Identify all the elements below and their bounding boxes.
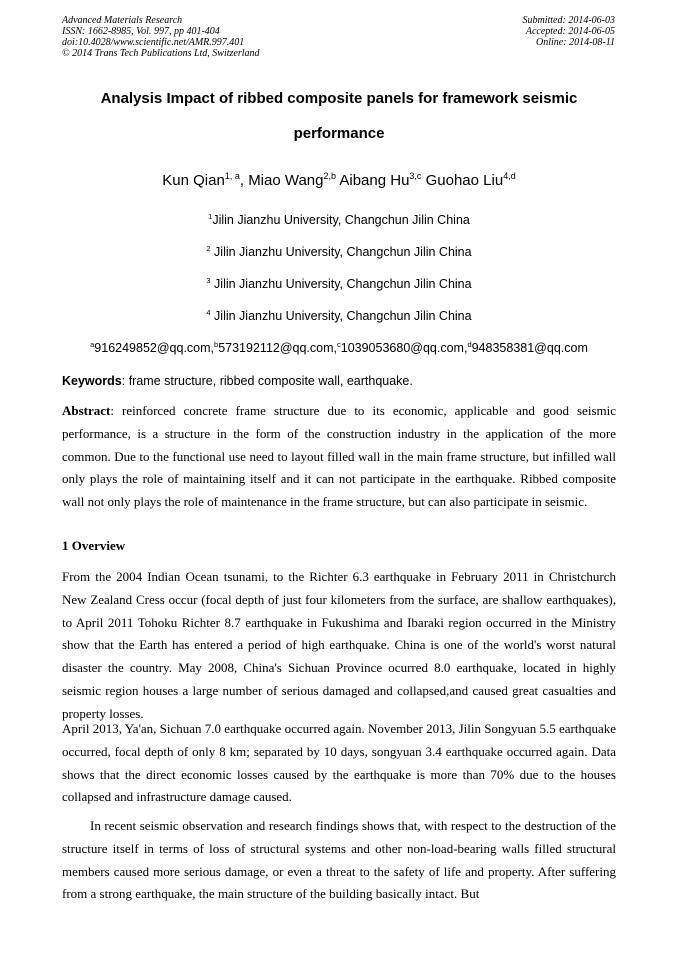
section-heading: 1 Overview	[62, 538, 126, 553]
submission-dates	[375, 15, 615, 48]
email-address: 916249852@qq.com,	[94, 341, 215, 355]
affiliation	[62, 245, 616, 259]
online-date: Online: 2014-08-11	[536, 37, 615, 48]
body-paragraph: From the 2004 Indian Ocean tsunami, to the Richter 6.3 earthquake in February 2011 in Christchurch New Zealand Cress occur (focal depth of just four kilometers from the surface, are shallow earthquakes), to April 2011 Tohoku Richter 8.7 earthquake in Fukushima and Ibaraki region occurred in the Ministry show that the Earth has entered a period of high earthquake. China is one of the world's worst natural disaster the country. May 2008, China's Sichuan Province ocurred 8.0 earthquake, located in highly seismic region houses a large number of serious damaged and collapsed,and caused great casualties and property losses.	[62, 569, 616, 721]
accepted-date: Accepted: 2014-06-05	[525, 26, 615, 37]
email-mark: c	[337, 339, 341, 349]
abstract-text: : reinforced concrete frame structure due to its economic, applicable and good seismic performance, is a structure in the form of the construction industry in the application of the more common. Due to the functional use need to layout filled wall in the main frame structure, but infilled wall only plays the role of maintaining itself and it can not participate in the earthquake. Ribbed composite wall not only plays the role of maintenance in the frame structure, but can also participate in seismic.	[62, 403, 616, 510]
email-address: 948358381@qq.com	[471, 341, 588, 355]
author-name: Kun Qian	[162, 172, 225, 189]
email-mark: a	[90, 339, 95, 349]
affiliation-mark: 1	[208, 211, 213, 221]
paper-title-line-2: performance	[293, 125, 385, 142]
email-mark: d	[467, 339, 472, 349]
keywords-text: : frame structure, ribbed composite wall, earthquake.	[121, 374, 413, 388]
author-emails	[62, 341, 616, 355]
abstract-label: Abstract	[62, 403, 111, 418]
affiliation-text: Jilin Jianzhu University, Changchun Jilin China	[210, 277, 472, 291]
journal-header	[62, 15, 392, 59]
keywords-label: Keywords	[62, 374, 122, 388]
affiliation-text: Jilin Jianzhu University, Changchun Jilin China	[210, 309, 472, 323]
affiliation	[62, 213, 616, 227]
affiliation	[62, 277, 616, 291]
body-paragraph: April 2013, Ya'an, Sichuan 7.0 earthquake occurred again. November 2013, Jilin Songyuan 5.5 earthquake occurred, focal depth of only 8 km; separated by 10 days, songyuan 3.4 earthquake occurred again. Data shows that the direct economic losses caused by the earthquake is more than 70% due to the houses collapsed and infrastructure damage caused.	[62, 721, 616, 805]
abstract	[62, 400, 616, 514]
author-name: Aibang Hu	[339, 172, 410, 189]
author-name: Miao Wang	[248, 172, 324, 189]
email-mark: b	[214, 339, 219, 349]
email-address: 573192112@qq.com,	[218, 341, 337, 355]
author-affil-mark: 2,b	[323, 171, 337, 181]
submitted-date: Submitted: 2014-06-03	[522, 15, 615, 26]
author-separator: ,	[239, 172, 249, 189]
author-affil-mark: 3,c	[409, 171, 422, 181]
journal-name: Advanced Materials Research	[62, 15, 183, 26]
body-paragraph: In recent seismic observation and research findings shows that, with respect to the destruction of the structure itself in terms of loss of structural systems and other non-load-bearing walls filled structural members caused more serious damage, or even a threat to the safety of life and property. After suffering from a strong earthquake, the main structure of the building basically intact. But	[62, 818, 616, 902]
affiliation-mark: 3	[206, 275, 211, 285]
affiliation-mark: 4	[206, 307, 211, 317]
affiliation-mark: 2	[206, 243, 211, 253]
author-name: Guohao Liu	[425, 172, 504, 189]
email-address: 1039053680@qq.com,	[340, 341, 468, 355]
journal-copyright: © 2014 Trans Tech Publications Ltd, Switzerland	[62, 48, 260, 59]
journal-doi: doi:10.4028/www.scientific.net/AMR.997.401	[62, 37, 245, 48]
keywords	[62, 374, 616, 388]
affiliation-text: Jilin Jianzhu University, Changchun Jilin China	[212, 213, 470, 227]
author-list	[62, 172, 616, 189]
journal-issn: ISSN: 1662-8985, Vol. 997, pp 401-404	[62, 26, 220, 37]
paper-title-line-1: Analysis Impact of ribbed composite panels for framework seismic	[100, 90, 578, 107]
affiliation-text: Jilin Jianzhu University, Changchun Jilin China	[210, 245, 472, 259]
author-affil-mark: 4,d	[503, 171, 516, 181]
affiliation	[62, 309, 616, 323]
author-affil-mark: 1, a	[224, 171, 240, 181]
